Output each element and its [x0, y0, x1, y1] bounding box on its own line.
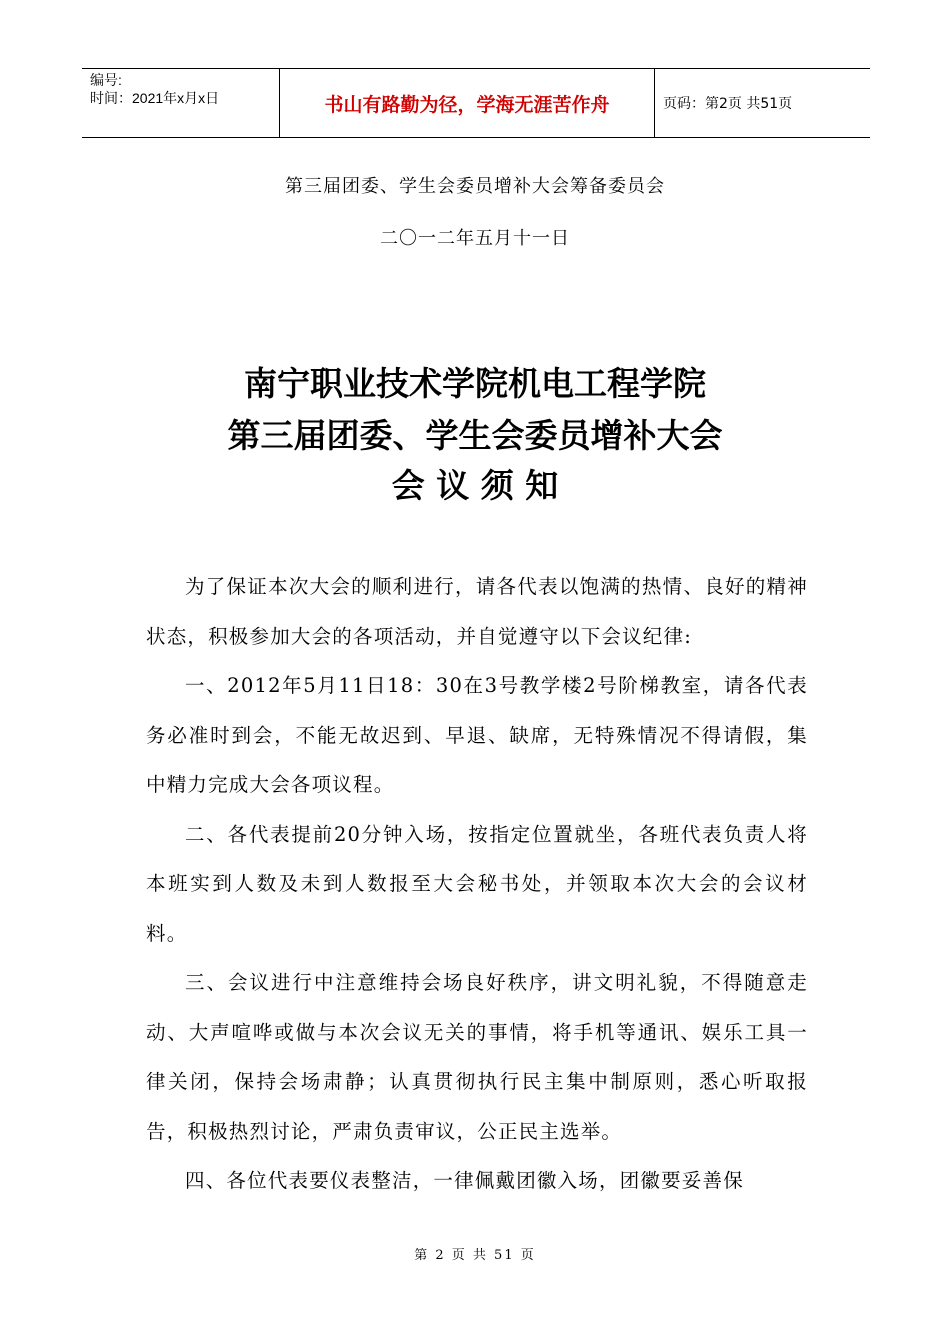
number-label: 编号:: [90, 72, 122, 88]
document-body: [146, 562, 808, 1206]
paragraph-intro: 为了保证本次大会的顺利进行，请各代表以饱满的热情、良好的精神状态，积极参加大会的各项活动，并自觉遵守以下会议纪律:: [146, 575, 808, 648]
time-label: 时间：2021年x月x日: [90, 90, 220, 106]
title-line-3: 会 议 须 知: [391, 466, 559, 505]
paragraph-rule-2: 二、各代表提前20分钟入场，按指定位置就坐，各班代表负责人将本班实到人数及未到人数报至大会秘书处，并领取本次大会的会议材料。: [146, 822, 808, 945]
paragraph-rule-4: 四、各位代表要仪表整洁，一律佩戴团徽入场，团徽要妥善保: [185, 1169, 744, 1192]
document-header: [82, 68, 870, 138]
page-footer: 第 2 页 共 51 页: [414, 1248, 536, 1263]
title-line-2: 第三届团委、学生会委员增补大会: [227, 416, 723, 455]
title-line-1: 南宁职业技术学院机电工程学院: [244, 364, 706, 403]
header-page-code: 页码：第2页 共51页: [663, 96, 793, 112]
header-meta: [82, 69, 280, 137]
paragraph-rule-3: 三、会议进行中注意维持会场良好秩序，讲文明礼貌，不得随意走动、大声喧哗或做与本次会议无关的事情，将手机等通讯、娱乐工具一律关闭，保持会场肃静；认真贯彻执行民主集中制原则，悉心听取报告，积极热烈讨论，严肃负责审议，公正民主选举。: [146, 971, 808, 1143]
header-motto: 书山有路勤为径，学海无涯苦作舟: [280, 69, 655, 137]
committee-line: 第三届团委、学生会委员增补大会筹备委员会: [285, 176, 665, 197]
date-line: 二〇一二年五月十一日: [380, 228, 570, 249]
paragraph-rule-1: 一、2012年5月11日18：30在3号教学楼2号阶梯教室，请各代表务必准时到会，不能无故迟到、早退、缺席，无特殊情况不得请假，集中精力完成大会各项议程。: [146, 674, 808, 796]
